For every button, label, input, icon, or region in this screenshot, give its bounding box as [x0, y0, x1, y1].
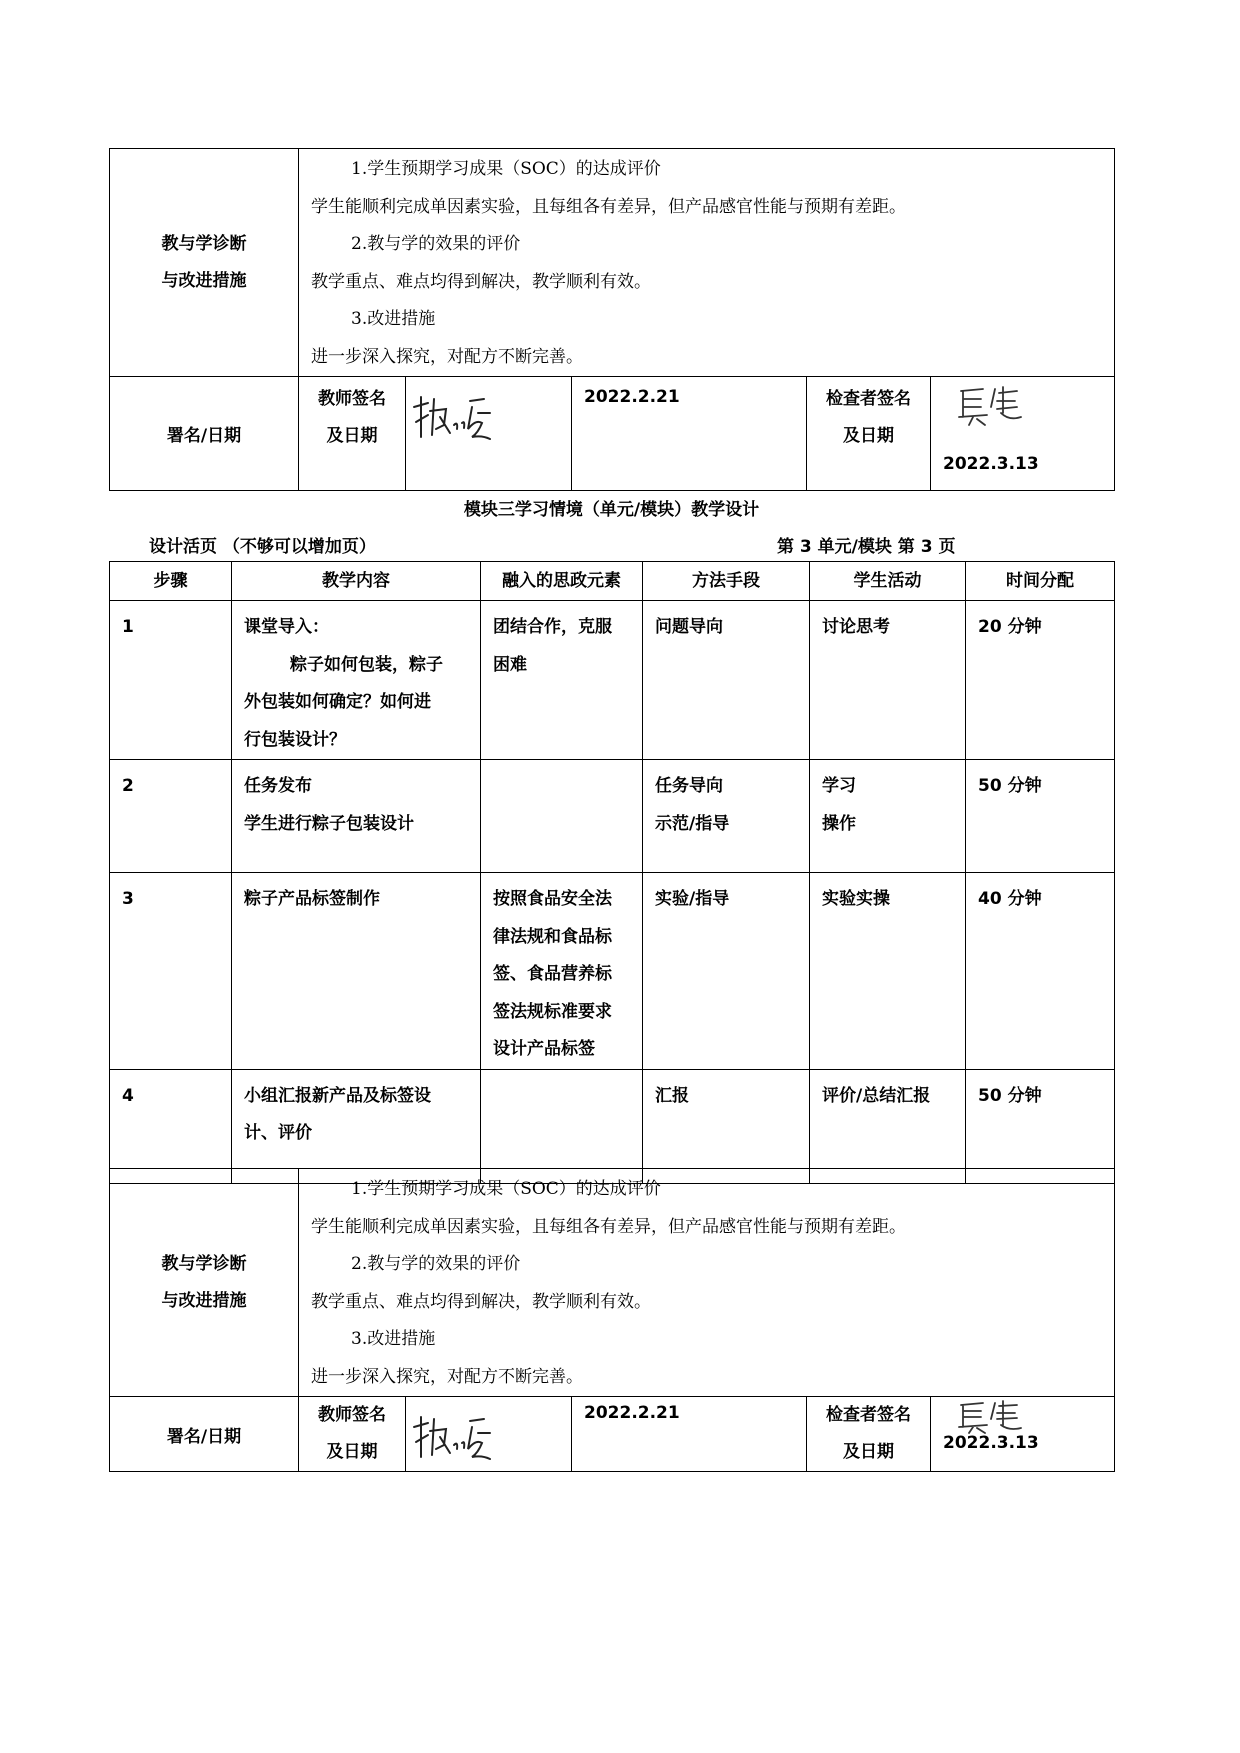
- method-cell: 汇报: [643, 1069, 810, 1183]
- step-cell: 3: [110, 873, 232, 1070]
- teacher-signature: [406, 377, 572, 447]
- checker-signature-cell: [931, 1397, 1115, 1472]
- time-cell: 20 分钟: [966, 601, 1115, 760]
- diagnosis-label: 教与学诊断 与改进措施: [110, 1169, 299, 1397]
- content-cell: 任务发布 学生进行粽子包装设计: [232, 760, 481, 873]
- table-row: [110, 1069, 1115, 1183]
- teacher-date: 2022.2.21: [572, 1397, 807, 1472]
- checker-sign-label: 检查者签名 及日期: [807, 377, 931, 491]
- time-cell: 40 分钟: [966, 873, 1115, 1070]
- sign-date-label: 署名/日期: [110, 377, 299, 491]
- teacher-date: 2022.2.21: [572, 377, 807, 491]
- checker-signature: [941, 377, 1041, 429]
- header-cell: 教学内容: [232, 562, 481, 601]
- ideology-cell: 团结合作，克服 困难: [481, 601, 643, 760]
- content-cell: 小组汇报新产品及标签设 计、评价: [232, 1069, 481, 1183]
- table-row: [110, 760, 1115, 873]
- activity-cell: 评价/总结汇报: [810, 1069, 966, 1183]
- content-cell: 课堂导入： 粽子如何包装，粽子 外包装如何确定？如何进 行包装设计？: [232, 601, 481, 760]
- teaching-design-table: [109, 561, 1115, 1184]
- time-cell: 50 分钟: [966, 1069, 1115, 1183]
- checker-signature-cell: [931, 377, 1115, 491]
- checker-sign-label: 检查者签名 及日期: [807, 1397, 931, 1472]
- method-cell: 任务导向 示范/指导: [643, 760, 810, 873]
- table-header: [110, 562, 1115, 601]
- table-row: [110, 601, 1115, 760]
- header-cell: 学生活动: [810, 562, 966, 601]
- step-cell: 1: [110, 601, 232, 760]
- time-cell: 50 分钟: [966, 760, 1115, 873]
- header-cell: 融入的思政元素: [481, 562, 643, 601]
- subtitle-left: 设计活页 （不够可以增加页）: [149, 537, 376, 557]
- subtitle-right: 第 3 单元/模块 第 3 页: [777, 537, 956, 557]
- diagnosis-content: 1.学生预期学习成果（SOC）的达成评价 学生能顺利完成单因素实验，且每组各有差异，但产品感官性能与预期有差距。 2.教与学的效果的评价 教学重点、难点均得到解决，教学顺利有效。 3.改进措施 进一步深入探究，对配方不断完善。: [299, 1169, 1115, 1397]
- method-cell: 实验/指导: [643, 873, 810, 1070]
- header-cell: 时间分配: [966, 562, 1115, 601]
- diagnosis-content: 1.学生预期学习成果（SOC）的达成评价 学生能顺利完成单因素实验，且每组各有差异，但产品感官性能与预期有差距。 2.教与学的效果的评价 教学重点、难点均得到解决，教学顺利有效。 3.改进措施 进一步深入探究，对配方不断完善。: [299, 149, 1115, 377]
- activity-cell: 实验实操: [810, 873, 966, 1070]
- checker-date: 2022.3.13: [943, 1433, 1039, 1453]
- teacher-signature-cell: [406, 1397, 572, 1472]
- diagnosis-label: 教与学诊断 与改进措施: [110, 149, 299, 377]
- checker-date: 2022.3.13: [943, 454, 1039, 474]
- bottom-diagnosis-table: [109, 1168, 1115, 1472]
- teacher-signature-cell: [406, 377, 572, 491]
- page-title: 模块三学习情境（单元/模块）教学设计: [463, 500, 760, 520]
- top-diagnosis-table: [109, 148, 1115, 491]
- ideology-cell: [481, 760, 643, 873]
- ideology-cell: [481, 1069, 643, 1183]
- ideology-cell: 按照食品安全法 律法规和食品标 签、食品营养标 签法规标准要求 设计产品标签: [481, 873, 643, 1070]
- step-cell: 2: [110, 760, 232, 873]
- step-cell: 4: [110, 1069, 232, 1183]
- activity-cell: 讨论思考: [810, 601, 966, 760]
- sign-date-label: 署名/日期: [110, 1397, 299, 1472]
- table-row: [110, 873, 1115, 1070]
- teacher-sign-label: 教师签名 及日期: [299, 1397, 406, 1472]
- teacher-signature: [406, 1397, 572, 1467]
- content-cell: 粽子产品标签制作: [232, 873, 481, 1070]
- header-cell: 方法手段: [643, 562, 810, 601]
- activity-cell: 学习 操作: [810, 760, 966, 873]
- header-cell: 步骤: [110, 562, 232, 601]
- teacher-sign-label: 教师签名 及日期: [299, 377, 406, 491]
- method-cell: 问题导向: [643, 601, 810, 760]
